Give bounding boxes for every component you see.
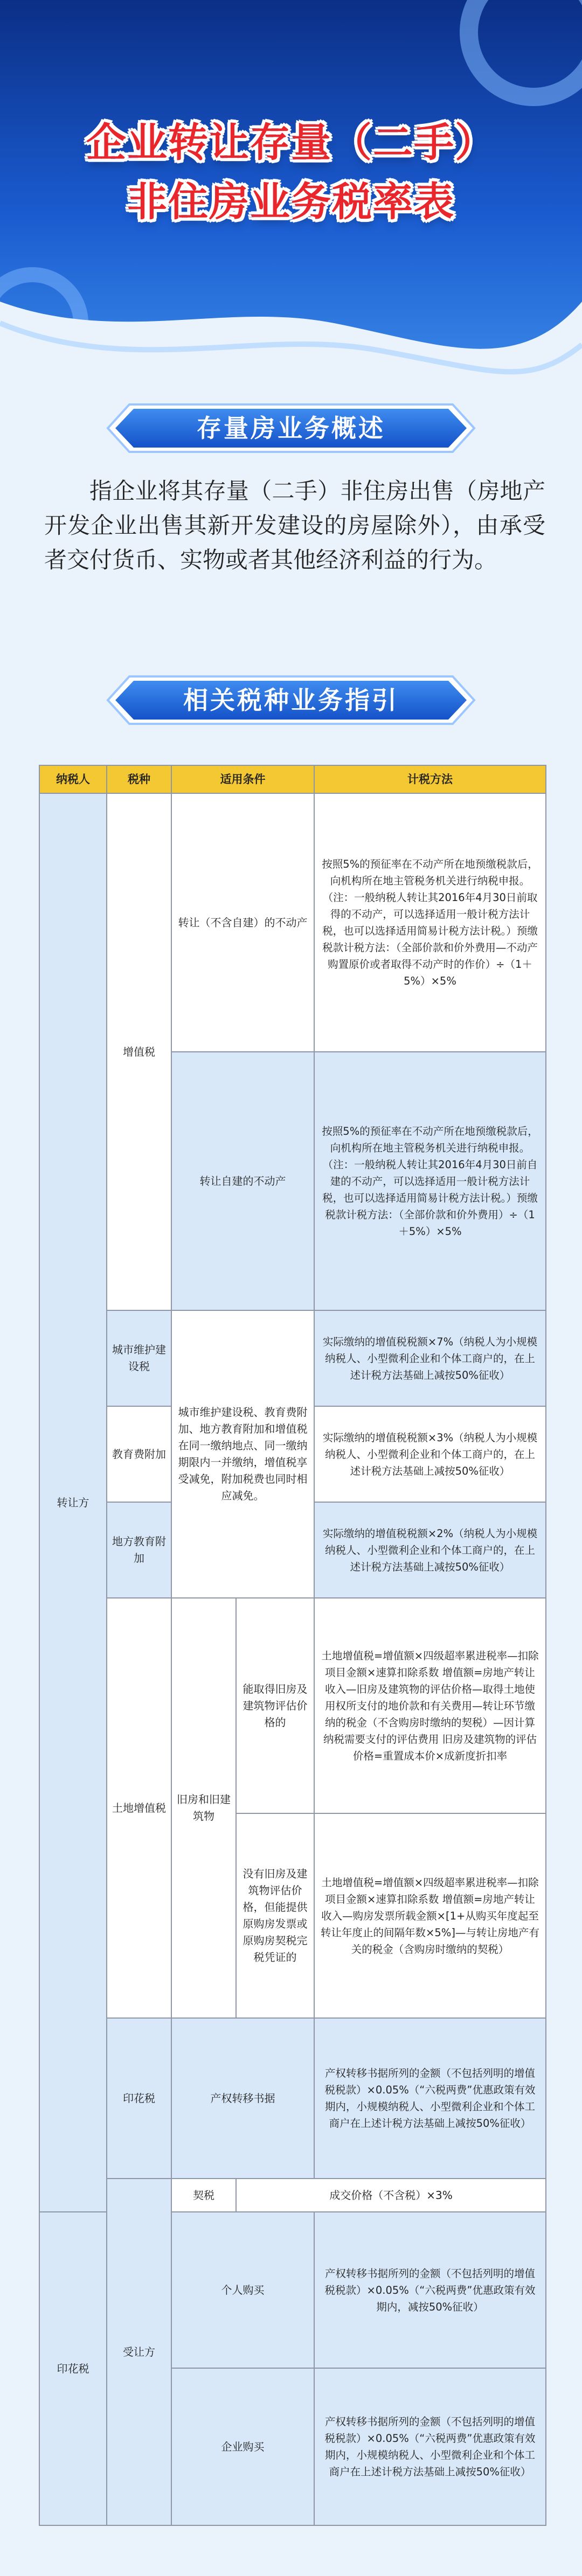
page-title xyxy=(0,113,582,232)
overview-text: 指企业将其存量（二手）非住房出售（房地产开发企业出售其新开发建设的房屋除外），由承受者交付货币、实物或者其他经济利益的行为。 xyxy=(44,478,545,573)
taxpayer-transferee: 受让方 xyxy=(107,2179,171,2525)
table-row xyxy=(39,793,546,1052)
deed-method: 成交价格（不含税）×3% xyxy=(236,2179,546,2212)
tax-deed: 契税 xyxy=(171,2179,236,2212)
header-condition: 适用条件 xyxy=(171,765,314,793)
stamp-buyer-method-1: 产权转移书据所列的金额（不包括列明的增值税税款）×0.05%（“六税两费”优惠政策有效期内，减按50%征收） xyxy=(314,2212,546,2368)
land-condition: 旧房和旧建筑物 xyxy=(171,1598,236,2018)
land-method-1: 土地增值税=增值额×四级超率累进税率—扣除项目金额×速算扣除系数 增值额=房地产转让收入—旧房及建筑物的评估价格—取得土地使用权所支付的地价款和有关费用—转让环节缴纳的税金（不含购房时缴纳的契税）—因计算纳税需要支付的评估费用 旧房及建筑物的评估价格=重置成本价×成新度折扣率 xyxy=(314,1598,546,1813)
tax-city-construction: 城市维护建设税 xyxy=(107,1310,171,1406)
vat-method-1: 按照5%的预征率在不动产所在地预缴税款后，向机构所在地主管税务机关进行纳税申报。（注：一般纳税人转让其2016年4月30日前取得的不动产，可以选择适用一般计税方法计税，也可以选择适用简易计税方法计税。）预缴税款计税方法：（全部价款和价外费用—不动产购置原价或者取得不动产时的作价）÷（1＋5%）×5% xyxy=(314,793,546,1052)
table-row xyxy=(39,1310,546,1406)
header-method: 计税方法 xyxy=(314,765,546,793)
vat-method-2: 按照5%的预征率在不动产所在地预缴税款后，向机构所在地主管税务机关进行纳税申报。（注：一般纳税人转让其2016年4月30日前自建的不动产，可以选择适用一般计税方法计税，也可以选择适用简易计税方法计税。）预缴税款计税方法：（全部价款和价外费用）÷（1＋5%）×5% xyxy=(314,1052,546,1310)
table-header-row xyxy=(39,765,546,793)
local-education-method: 实际缴纳的增值税税额×2%（纳税人为小规模纳税人、小型微利企业和个体工商户的，在上述计税方法基础上减按50%征收） xyxy=(314,1502,546,1598)
header-tax-type: 税种 xyxy=(107,765,171,793)
header-taxpayer: 纳税人 xyxy=(39,765,107,793)
title-line-1: 企业转让存量（二手） xyxy=(86,120,496,166)
table-row xyxy=(39,1598,546,1813)
tax-stamp-buyer: 印花税 xyxy=(39,2212,107,2525)
hero-banner xyxy=(0,0,582,388)
guide-heading-banner xyxy=(102,673,480,727)
tax-local-education: 地方教育附加 xyxy=(107,1502,171,1598)
surcharge-condition: 城市维护建设税、教育费附加、地方教育附加和增值税在同一缴纳地点、同一缴纳期限内一并缴纳，增值税享受减免，附加税费也同时相应减免。 xyxy=(171,1310,314,1598)
education-surcharge-method: 实际缴纳的增值税税额×3%（纳税人为小规模纳税人、小型微利企业和个体工商户的，在上述计税方法基础上减按50%征收） xyxy=(314,1406,546,1502)
land-method-2: 土地增值税=增值额×四级超率累进税率—扣除项目金额×速算扣除系数 增值额=房地产转让收入—购房发票所载金额×[1+从购买年度起至转让年度止的间隔年数×5%]—与转让房地产有关的税金（含购房时缴纳的契税） xyxy=(314,1813,546,2018)
table-row xyxy=(39,2179,546,2212)
tax-vat: 增值税 xyxy=(107,793,171,1310)
stamp-buyer-condition-2: 企业购买 xyxy=(171,2368,314,2525)
city-construction-method: 实际缴纳的增值税税额×7%（纳税人为小规模纳税人、小型微利企业和个体工商户的，在上述计税方法基础上减按50%征收） xyxy=(314,1310,546,1406)
stamp-buyer-method-2: 产权转移书据所列的金额（不包括列明的增值税税款）×0.05%（“六税两费”优惠政策有效期内，小规模纳税人、小型微利企业和个体工商户在上述计税方法基础上减按50%征收） xyxy=(314,2368,546,2525)
tax-land-appreciation: 土地增值税 xyxy=(107,1598,171,2018)
tax-rate-table xyxy=(39,765,545,2526)
title-line-2: 非住房业务税率表 xyxy=(127,179,455,225)
stamp-buyer-condition-1: 个人购买 xyxy=(171,2212,314,2368)
tax-stamp-seller: 印花税 xyxy=(107,2018,171,2179)
vat-condition-2: 转让自建的不动产 xyxy=(171,1052,314,1310)
tax-education-surcharge: 教育费附加 xyxy=(107,1406,171,1502)
overview-heading-banner xyxy=(102,401,480,455)
land-subcondition-2: 没有旧房及建筑物评估价格，但能提供原购房发票或原购房契税完税凭证的 xyxy=(236,1813,314,2018)
table-row xyxy=(39,2018,546,2179)
overview-heading: 存量房业务概述 xyxy=(197,414,385,443)
vat-condition-1: 转让（不含自建）的不动产 xyxy=(171,793,314,1052)
guide-heading: 相关税种业务指引 xyxy=(183,686,399,715)
stamp-seller-condition: 产权转移书据 xyxy=(171,2018,314,2179)
land-subcondition-1: 能取得旧房及建筑物评估价格的 xyxy=(236,1598,314,1813)
taxpayer-transferor: 转让方 xyxy=(39,793,107,2212)
stamp-seller-method: 产权转移书据所列的金额（不包括列明的增值税税款）×0.05%（“六税两费”优惠政策有效期内，小规模纳税人、小型微利企业和个体工商户在上述计税方法基础上减按50%征收） xyxy=(314,2018,546,2179)
